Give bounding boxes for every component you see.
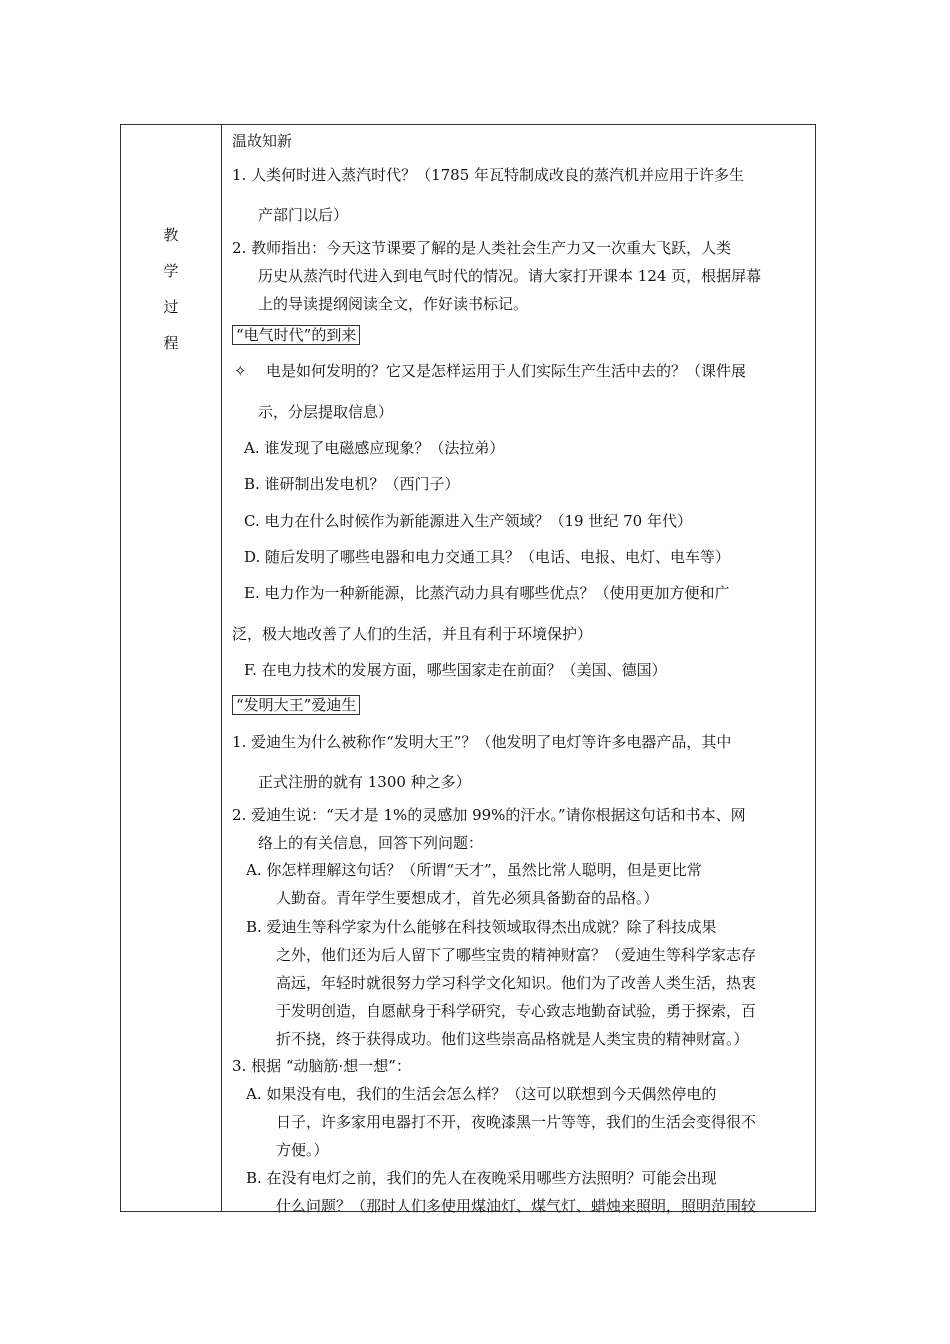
section2-p2b-line3: 高远，年轻时就很努力学习科学文化知识。他们为了改善人类生活，热衷 bbox=[276, 974, 757, 992]
section2-p2a-line1: A. 你怎样理解这句话？（所谓“天才”，虽然比常人聪明，但是更比常 bbox=[246, 861, 702, 879]
section1-item-d: D. 随后发明了哪些电器和电力交通工具？（电话、电报、电灯、电车等） bbox=[244, 548, 731, 566]
section2-p3b-line1: B. 在没有电灯之前，我们的先人在夜晚采用哪些方法照明？可能会出现 bbox=[246, 1169, 717, 1187]
side-char: 过 bbox=[163, 298, 179, 316]
section2-p2b-line2: 之外，他们还为后人留下了哪些宝贵的精神财富？（爱迪生等科学家志存 bbox=[276, 946, 757, 964]
section2-p1-line1: 1. 爱迪生为什么被称作“发明大王”？（他发明了电灯等许多电器产品，其中 bbox=[232, 733, 732, 751]
side-char: 教 bbox=[163, 226, 179, 244]
column-divider bbox=[221, 125, 222, 1211]
section1-item-b: B. 谁研制出发电机？（西门子） bbox=[244, 475, 460, 493]
section2-p3a-line3: 方便。） bbox=[276, 1141, 329, 1159]
section2-p2b-line5: 折不挠，终于获得成功。他们这些崇高品格就是人类宝贵的精神财富。） bbox=[276, 1030, 749, 1048]
section2-p2-line2: 络上的有关信息，回答下列问题： bbox=[258, 834, 484, 852]
review-q2-line1: 2. 教师指出：今天这节课要了解的是人类社会生产力又一次重大飞跃，人类 bbox=[232, 239, 732, 257]
side-char: 学 bbox=[163, 262, 179, 280]
section1-item-e-line2: 泛，极大地改善了人们的生活，并且有利于环境保护） bbox=[232, 625, 593, 643]
section1-title: “电气时代”的到来 bbox=[232, 325, 360, 345]
section2-title: “发明大王”爱迪生 bbox=[232, 695, 360, 715]
section2-p3a-line2: 日子，许多家用电器打不开，夜晚漆黑一片等等，我们的生活会变得很不 bbox=[276, 1113, 757, 1131]
section2-p3: 3. 根据 “动脑筋·想一想”： bbox=[232, 1057, 411, 1075]
diamond-bullet-icon: ✧ bbox=[234, 362, 247, 380]
review-q2-line3: 上的导读提纲阅读全文，作好读书标记。 bbox=[258, 295, 529, 313]
section1-item-a: A. 谁发现了电磁感应现象？（法拉弟） bbox=[244, 439, 505, 457]
section1-item-e-line1: E. 电力作为一种新能源，比蒸汽动力具有哪些优点？（使用更加方便和广 bbox=[244, 584, 730, 602]
review-q1-line2: 产部门以后） bbox=[258, 206, 349, 224]
section2-p2b-line1: B. 爱迪生等科学家为什么能够在科技领域取得杰出成就？除了科技成果 bbox=[246, 918, 717, 936]
review-q2-line2: 历史从蒸汽时代进入到电气时代的情况。请大家打开课本 124 页，根据屏幕 bbox=[258, 267, 762, 285]
side-label bbox=[121, 217, 221, 361]
section2-p2-line1: 2. 爱迪生说：“天才是 1%的灵感加 99%的汗水。”请你根据这句话和书本、网 bbox=[232, 806, 746, 824]
section2-p3a-line1: A. 如果没有电，我们的生活会怎么样？（这可以联想到今天偶然停电的 bbox=[246, 1085, 717, 1103]
side-char: 程 bbox=[163, 334, 179, 352]
section2-p1-line2: 正式注册的就有 1300 种之多） bbox=[258, 773, 471, 791]
lesson-table bbox=[120, 124, 816, 1215]
section2-p2b-line4: 于发明创造，自愿献身于科学研究，专心致志地勤奋试验，勇于探索，百 bbox=[276, 1002, 757, 1020]
section1-item-f: F. 在电力技术的发展方面，哪些国家走在前面？（美国、德国） bbox=[244, 661, 667, 679]
section1-item-c: C. 电力在什么时候作为新能源进入生产领域？（19 世纪 70 年代） bbox=[244, 512, 692, 530]
section2-p3b-line2: 什么问题？（那时人们多使用煤油灯、煤气灯、蜡烛来照明，照明范围较 bbox=[276, 1197, 757, 1215]
section1-intro-line2: 示，分层提取信息） bbox=[258, 403, 394, 421]
review-q1-line1: 1. 人类何时进入蒸汽时代？（1785 年瓦特制成改良的蒸汽机并应用于许多生 bbox=[232, 166, 745, 184]
section1-intro-line1: 电是如何发明的？它又是怎样运用于人们实际生产生活中去的？（课件展 bbox=[266, 362, 747, 380]
review-heading: 温故知新 bbox=[232, 132, 293, 150]
section2-p2a-line2: 人勤奋。青年学生要想成才，首先必须具备勤奋的品格。） bbox=[276, 889, 659, 907]
